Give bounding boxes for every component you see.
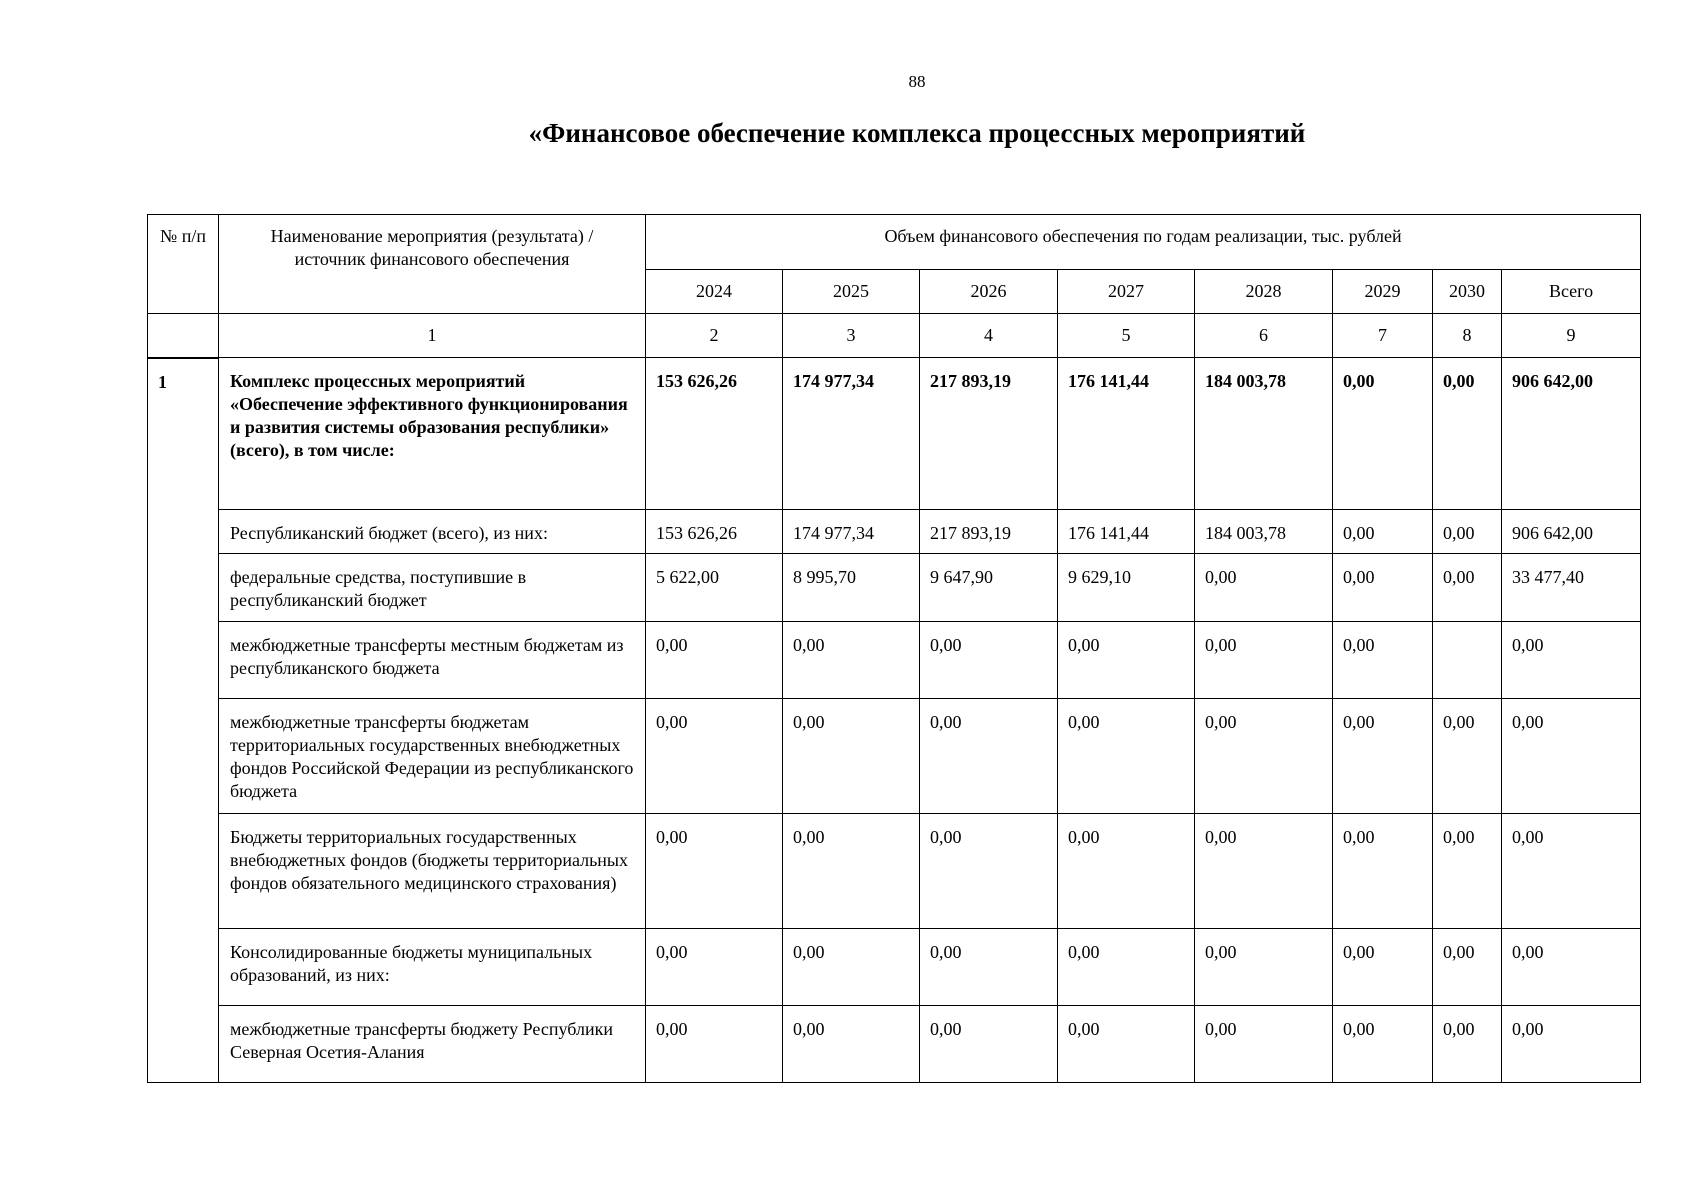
row-value: 8 995,70 bbox=[783, 554, 920, 622]
row-value: 0,00 bbox=[920, 929, 1058, 1006]
row-value: 217 893,19 bbox=[920, 358, 1058, 510]
header-index: 9 bbox=[1502, 314, 1641, 358]
header-year: 2028 bbox=[1195, 270, 1333, 314]
header-year: 2029 bbox=[1333, 270, 1433, 314]
row-name: межбюджетные трансферты бюджетам территориальных государственных внебюджетных фондов Российской Федерации из республиканского бюджета bbox=[219, 699, 646, 814]
row-value: 0,00 bbox=[1502, 699, 1641, 814]
header-index-blank bbox=[148, 314, 219, 358]
table-row bbox=[148, 814, 1641, 929]
row-value: 0,00 bbox=[1195, 929, 1333, 1006]
row-value: 153 626,26 bbox=[646, 358, 783, 510]
header-index: 5 bbox=[1058, 314, 1195, 358]
row-value: 9 629,10 bbox=[1058, 554, 1195, 622]
header-volume: Объем финансового обеспечения по годам реализации, тыс. рублей bbox=[646, 215, 1641, 270]
row-value: 0,00 bbox=[1058, 1006, 1195, 1083]
table-row bbox=[148, 699, 1641, 814]
header-index: 2 bbox=[646, 314, 783, 358]
row-value: 0,00 bbox=[1433, 929, 1502, 1006]
row-value: 0,00 bbox=[1502, 622, 1641, 699]
row-value: 184 003,78 bbox=[1195, 358, 1333, 510]
row-name: Комплекс процессных мероприятий «Обеспечение эффективного функционирования и развития системы образования республики» (всего), в том числе: bbox=[219, 358, 646, 510]
row-value: 0,00 bbox=[1333, 554, 1433, 622]
row-value: 906 642,00 bbox=[1502, 358, 1641, 510]
row-value: 217 893,19 bbox=[920, 510, 1058, 554]
row-value: 0,00 bbox=[1433, 1006, 1502, 1083]
row-value: 0,00 bbox=[646, 1006, 783, 1083]
header-total: Всего bbox=[1502, 270, 1641, 314]
row-value: 0,00 bbox=[920, 1006, 1058, 1083]
row-value: 0,00 bbox=[1195, 699, 1333, 814]
row-value: 0,00 bbox=[1433, 699, 1502, 814]
row-value: 0,00 bbox=[1195, 554, 1333, 622]
row-value: 5 622,00 bbox=[646, 554, 783, 622]
financing-table bbox=[147, 214, 1641, 1083]
row-value: 174 977,34 bbox=[783, 358, 920, 510]
table-row bbox=[148, 1006, 1641, 1083]
row-value: 184 003,78 bbox=[1195, 510, 1333, 554]
row-value: 0,00 bbox=[920, 622, 1058, 699]
row-value: 0,00 bbox=[1333, 622, 1433, 699]
header-number: № п/п bbox=[148, 215, 219, 314]
row-value bbox=[1433, 622, 1502, 699]
row-value: 0,00 bbox=[1333, 510, 1433, 554]
row-value: 0,00 bbox=[1058, 929, 1195, 1006]
row-value: 0,00 bbox=[920, 699, 1058, 814]
row-value: 0,00 bbox=[646, 622, 783, 699]
row-value: 0,00 bbox=[1195, 814, 1333, 929]
document-title: «Финансовое обеспечение комплекса процессных мероприятий bbox=[528, 118, 1306, 148]
header-name: Наименование мероприятия (результата) / источник финансового обеспечения bbox=[219, 215, 646, 314]
header-row-1 bbox=[148, 215, 1641, 270]
row-value: 0,00 bbox=[1058, 814, 1195, 929]
row-value: 0,00 bbox=[1195, 1006, 1333, 1083]
row-name: межбюджетные трансферты бюджету Республики Северная Осетия-Алания bbox=[219, 1006, 646, 1083]
table-row bbox=[148, 929, 1641, 1006]
header-index: 6 bbox=[1195, 314, 1333, 358]
row-value: 0,00 bbox=[1433, 814, 1502, 929]
page-number: 88 bbox=[908, 72, 926, 91]
row-value: 0,00 bbox=[1502, 814, 1641, 929]
table-row bbox=[148, 622, 1641, 699]
row-value: 153 626,26 bbox=[646, 510, 783, 554]
header-index: 4 bbox=[920, 314, 1058, 358]
row-name: Бюджеты территориальных государственных внебюджетных фондов (бюджеты территориальных фондов обязательного медицинского страхования) bbox=[219, 814, 646, 929]
row-value: 9 647,90 bbox=[920, 554, 1058, 622]
row-value: 906 642,00 bbox=[1502, 510, 1641, 554]
header-index: 1 bbox=[219, 314, 646, 358]
row-value: 0,00 bbox=[920, 814, 1058, 929]
row-value: 0,00 bbox=[1333, 814, 1433, 929]
row-name: Республиканский бюджет (всего), из них: bbox=[219, 510, 646, 554]
row-name: межбюджетные трансферты местным бюджетам из республиканского бюджета bbox=[219, 622, 646, 699]
header-year: 2024 bbox=[646, 270, 783, 314]
row-value: 0,00 bbox=[783, 929, 920, 1006]
row-value: 0,00 bbox=[783, 814, 920, 929]
header-year: 2026 bbox=[920, 270, 1058, 314]
row-value: 0,00 bbox=[1333, 1006, 1433, 1083]
row-name: Консолидированные бюджеты муниципальных образований, из них: bbox=[219, 929, 646, 1006]
header-index: 3 bbox=[783, 314, 920, 358]
row-value: 0,00 bbox=[1333, 358, 1433, 510]
row-name: федеральные средства, поступившие в республиканский бюджет bbox=[219, 554, 646, 622]
header-year: 2025 bbox=[783, 270, 920, 314]
row-value: 0,00 bbox=[1195, 622, 1333, 699]
header-index: 8 bbox=[1433, 314, 1502, 358]
header-year: 2030 bbox=[1433, 270, 1502, 314]
row-value: 0,00 bbox=[646, 699, 783, 814]
row-value: 0,00 bbox=[1333, 699, 1433, 814]
row-value: 0,00 bbox=[1433, 554, 1502, 622]
row-value: 176 141,44 bbox=[1058, 358, 1195, 510]
row-value: 174 977,34 bbox=[783, 510, 920, 554]
row-value: 0,00 bbox=[1058, 699, 1195, 814]
row-value: 0,00 bbox=[1058, 622, 1195, 699]
header-year: 2027 bbox=[1058, 270, 1195, 314]
row-value: 0,00 bbox=[783, 1006, 920, 1083]
row-value: 0,00 bbox=[1502, 1006, 1641, 1083]
row-value: 176 141,44 bbox=[1058, 510, 1195, 554]
row-value: 0,00 bbox=[1502, 929, 1641, 1006]
header-index: 7 bbox=[1333, 314, 1433, 358]
row-value: 0,00 bbox=[1433, 510, 1502, 554]
row-value: 0,00 bbox=[1333, 929, 1433, 1006]
header-index-row bbox=[148, 314, 1641, 358]
row-value: 0,00 bbox=[1433, 358, 1502, 510]
table-row bbox=[148, 554, 1641, 622]
row-value: 0,00 bbox=[783, 622, 920, 699]
row-value: 0,00 bbox=[646, 814, 783, 929]
table-row bbox=[148, 358, 1641, 510]
row-value: 0,00 bbox=[783, 699, 920, 814]
row-group-number: 1 bbox=[148, 358, 219, 1083]
row-value: 33 477,40 bbox=[1502, 554, 1641, 622]
row-value: 0,00 bbox=[646, 929, 783, 1006]
table-row bbox=[148, 510, 1641, 554]
